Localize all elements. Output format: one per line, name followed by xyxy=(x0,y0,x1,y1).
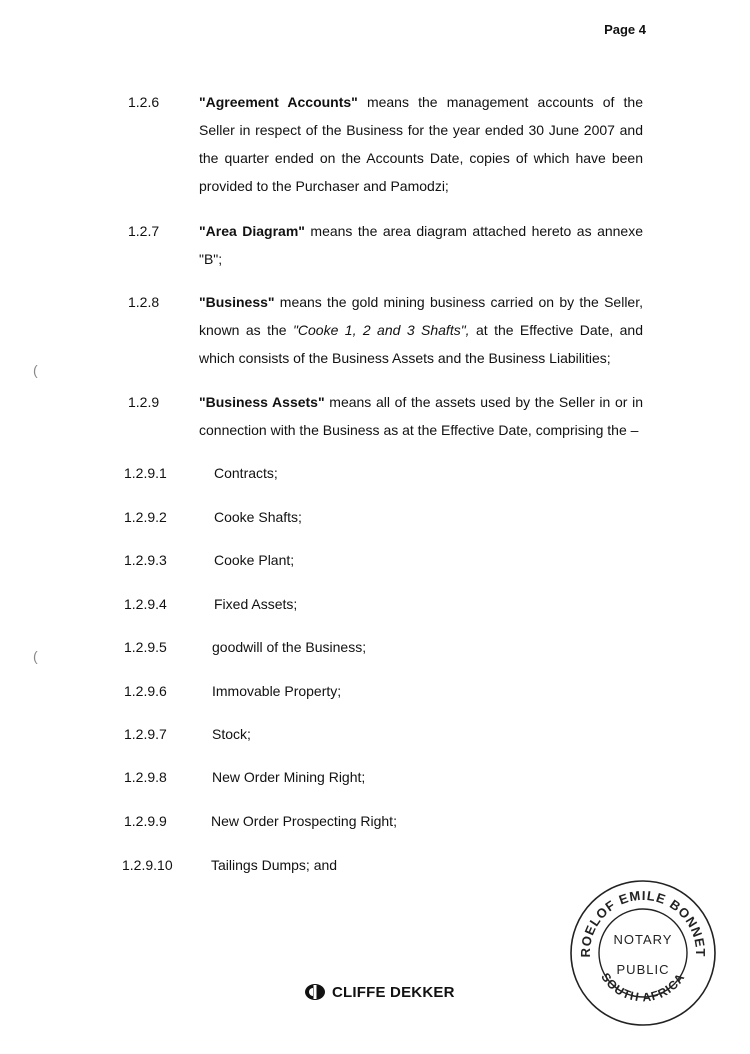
definition-text: means the management accounts of the Seller in respect of the Business for the year ended 30 June 2007 and the quarter ended on the Accounts Date, copies of which have been provided to the Purchaser and Pamodzi; xyxy=(199,94,643,194)
defined-term: "Area Diagram" xyxy=(199,223,305,239)
sub-item-number: 1.2.9.8 xyxy=(124,769,167,785)
stamp-bottom-text: SOUTH AFRICA xyxy=(598,970,688,1005)
notary-stamp xyxy=(568,878,718,1028)
shaft-name: "Cooke 1, 2 and 3 Shafts", xyxy=(292,322,470,338)
sub-item-text: Immovable Property; xyxy=(212,683,342,699)
sub-item-number: 1.2.9.6 xyxy=(124,683,167,699)
sub-item-number: 1.2.9.9 xyxy=(124,813,167,829)
stamp-line-1: NOTARY xyxy=(613,932,673,947)
scan-margin-mark: ( xyxy=(33,362,38,378)
sub-item-text: Tailings Dumps; and xyxy=(211,857,338,873)
clause-text xyxy=(199,288,643,372)
sub-item-text: Stock; xyxy=(212,726,251,742)
sub-item-text: Fixed Assets; xyxy=(214,596,298,612)
scan-margin-mark: ( xyxy=(33,648,38,664)
clause-text xyxy=(199,217,643,273)
cliffe-dekker-logo-icon xyxy=(304,983,326,1001)
sub-item-number: 1.2.9.2 xyxy=(124,509,167,525)
defined-term: "Agreement Accounts" xyxy=(199,94,358,110)
cliffe-dekker-logo xyxy=(304,983,455,1001)
sub-item-text: goodwill of the Business; xyxy=(212,639,367,655)
sub-item-text: Cooke Shafts; xyxy=(214,509,302,525)
logo-text: CLIFFE DEKKER xyxy=(332,983,455,1001)
sub-item-text: Cooke Plant; xyxy=(214,552,295,568)
sub-item-text: New Order Mining Right; xyxy=(212,769,366,785)
clause-text xyxy=(199,88,643,200)
clause-number: 1.2.8 xyxy=(128,294,160,310)
definition-text: means the gold mining business carried on by the Seller, known as the xyxy=(199,294,643,338)
definition-text: means all of the assets used by the Seller in or in connection with the Business as at the Effective Date, comprising the – xyxy=(199,394,643,438)
stamp-arc-text: ROELOF EMILE BONNET xyxy=(577,887,709,958)
stamp-line-2: PUBLIC xyxy=(616,962,670,977)
sub-item-number: 1.2.9.1 xyxy=(124,465,167,481)
page-number: Page 4 xyxy=(604,22,646,37)
sub-item-number: 1.2.9.4 xyxy=(124,596,167,612)
sub-item-text: New Order Prospecting Right; xyxy=(211,813,397,829)
clause-number: 1.2.7 xyxy=(128,223,160,239)
sub-item-text: Contracts; xyxy=(214,465,278,481)
definition-text-continued: at the Effective Date, and which consists of the Business Assets and the Business Liabilities; xyxy=(199,322,644,366)
clause-text xyxy=(199,388,643,444)
sub-item-number: 1.2.9.3 xyxy=(124,552,167,568)
sub-item-number: 1.2.9.7 xyxy=(124,726,167,742)
clause-number: 1.2.9 xyxy=(128,394,160,410)
sub-item-number: 1.2.9.5 xyxy=(124,639,167,655)
sub-item-number: 1.2.9.10 xyxy=(122,857,173,873)
defined-term: "Business" xyxy=(199,294,275,310)
definition-text: means the area diagram attached hereto as annexe "B"; xyxy=(199,223,643,267)
defined-term: "Business Assets" xyxy=(199,394,325,410)
clause-number: 1.2.6 xyxy=(128,94,160,110)
